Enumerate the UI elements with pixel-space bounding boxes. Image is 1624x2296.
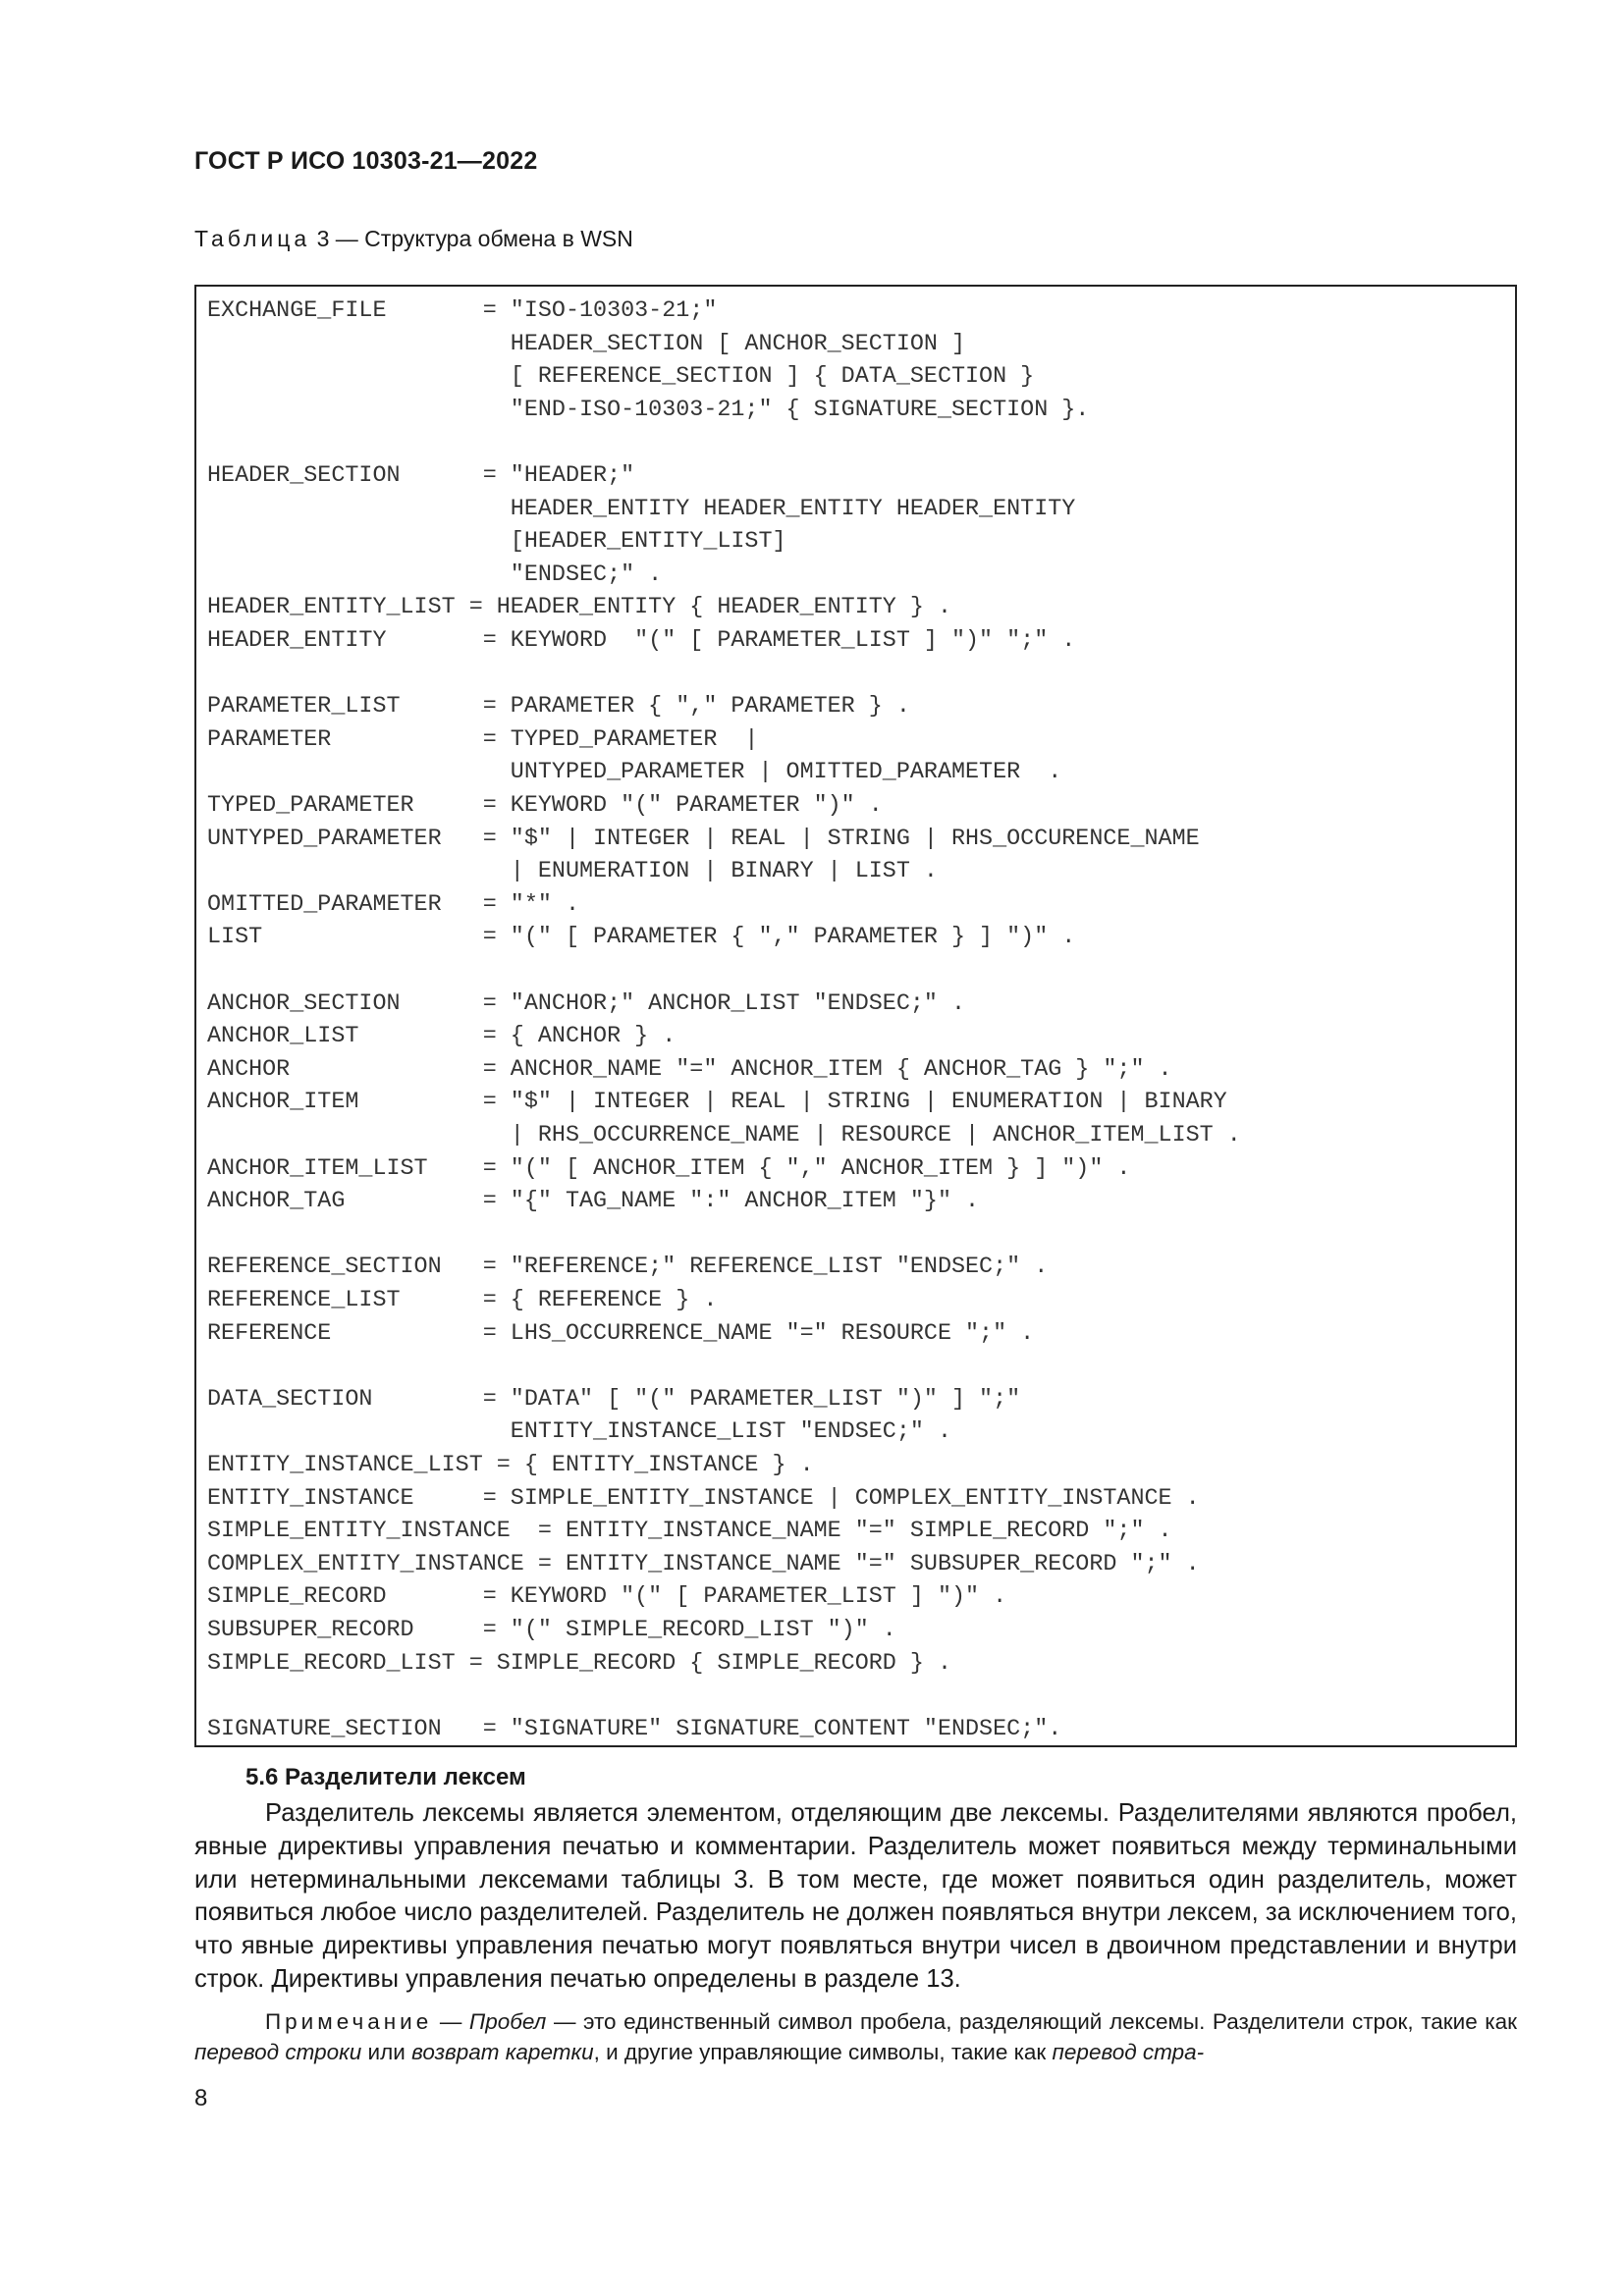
code-line: ENTITY_INSTANCE_LIST "ENDSEC;" . [207,1419,951,1446]
code-line: SIMPLE_RECORD = KEYWORD "(" [ PARAMETER_LIST ] ")" . [207,1584,1007,1611]
note-paragraph [194,2006,1517,2067]
code-line: HEADER_ENTITY = KEYWORD "(" [ PARAMETER_LIST ] ")" ";" . [207,628,1076,654]
table-caption-label: Таблица [194,226,311,251]
code-line: ANCHOR_SECTION = "ANCHOR;" ANCHOR_LIST "ENDSEC;" . [207,990,966,1017]
code-line: UNTYPED_PARAMETER | OMITTED_PARAMETER . [207,760,1062,786]
note-term-carriage-return: возврат каретки [411,2040,594,2064]
code-line: ANCHOR_ITEM = "$" | INTEGER | REAL | STRING | ENUMERATION | BINARY [207,1090,1227,1116]
code-line: | ENUMERATION | BINARY | LIST . [207,859,938,885]
code-line: HEADER_ENTITY HEADER_ENTITY HEADER_ENTITY [207,496,1076,522]
code-line: "ENDSEC;" . [207,561,663,588]
code-line: LIST = "(" [ PARAMETER { "," PARAMETER } ] ")" . [207,925,1076,951]
code-line: [ REFERENCE_SECTION ] { DATA_SECTION } [207,364,1035,391]
code-line: SIMPLE_RECORD_LIST = SIMPLE_RECORD { SIMPLE_RECORD } . [207,1650,951,1677]
table-caption [194,226,633,252]
section-title: 5.6 Разделители лексем [245,1764,526,1790]
note-term-form-feed: перевод стра- [1052,2040,1205,2064]
code-line: HEADER_SECTION [ ANCHOR_SECTION ] [207,331,966,357]
code-line: ENTITY_INSTANCE_LIST = { ENTITY_INSTANCE } . [207,1453,814,1478]
note-text-1: — это единственный символ пробела, разделяющий лексемы. Разделители строк, такие как [546,2009,1517,2034]
code-line: SUBSUPER_RECORD = "(" SIMPLE_RECORD_LIST ")" . [207,1618,896,1643]
note-text-2: или [361,2040,412,2064]
code-line: SIGNATURE_SECTION = "SIGNATURE" SIGNATURE_CONTENT "ENDSEC;". [207,1716,1062,1742]
code-line: OMITTED_PARAMETER = "*" . [207,891,579,918]
code-line: ANCHOR_LIST = { ANCHOR } . [207,1024,677,1050]
note-term-space: Пробел [468,2009,547,2034]
table-caption-title: 3 — Структура обмена в WSN [310,226,633,251]
code-line: HEADER_SECTION = "HEADER;" [207,463,635,489]
code-line: TYPED_PARAMETER = KEYWORD "(" PARAMETER ")" . [207,793,883,819]
note-text-3: , и другие управляющие символы, такие как [593,2040,1053,2064]
code-line: UNTYPED_PARAMETER = "$" | INTEGER | REAL | STRING | RHS_OCCURENCE_NAME [207,826,1200,852]
note-dash: — [432,2009,469,2034]
note-term-line-feed: перевод строки [194,2040,362,2064]
code-line: ANCHOR_ITEM_LIST = "(" [ ANCHOR_ITEM { "," ANCHOR_ITEM } ] ")" . [207,1155,1131,1182]
code-line: EXCHANGE_FILE = "ISO-10303-21;" [207,298,718,324]
code-line: ANCHOR = ANCHOR_NAME "=" ANCHOR_ITEM { ANCHOR_TAG } ";" . [207,1056,1172,1083]
code-line: REFERENCE_LIST = { REFERENCE } . [207,1288,718,1313]
wsn-structure-table [194,285,1517,1747]
code-line: REFERENCE_SECTION = "REFERENCE;" REFERENCE_LIST "ENDSEC;" . [207,1255,1049,1281]
page-number: 8 [194,2085,208,2111]
code-line: REFERENCE = LHS_OCCURRENCE_NAME "=" RESOURCE ";" . [207,1320,1035,1347]
document-header: ГОСТ Р ИСО 10303-21—2022 [194,147,538,175]
code-line: | RHS_OCCURRENCE_NAME | RESOURCE | ANCHOR_ITEM_LIST . [207,1123,1241,1148]
code-line: SIMPLE_ENTITY_INSTANCE = ENTITY_INSTANCE_NAME "=" SIMPLE_RECORD ";" . [207,1519,1172,1545]
code-line: COMPLEX_ENTITY_INSTANCE = ENTITY_INSTANCE_NAME "=" SUBSUPER_RECORD ";" . [207,1551,1200,1577]
code-line: PARAMETER = TYPED_PARAMETER | [207,726,759,753]
code-line: DATA_SECTION = "DATA" [ "(" PARAMETER_LIST ")" ] ";" [207,1386,1021,1413]
code-line: ANCHOR_TAG = "{" TAG_NAME ":" ANCHOR_ITEM "}" . [207,1189,980,1215]
section-paragraph: Разделитель лексемы является элементом, отделяющим две лексемы. Разделителями являются пробел, явные директивы управления печатью и комментарии. Разделитель может появиться между терминальными или нетерминальными лексемами таблицы 3. В том месте, где может появиться один разделитель, может появиться любое число разделителей. Разделитель не должен появляться внутри лексем, за исключением того, что явные директивы управления печатью могут появляться внутри чисел в двоичном представлении и внутри строк. Директивы управления печатью определены в разделе 13. [194,1799,1517,1993]
note-label: Примечание [265,2009,433,2034]
code-line: [HEADER_ENTITY_LIST] [207,529,786,556]
code-line: PARAMETER_LIST = PARAMETER { "," PARAMETER } . [207,694,910,721]
code-line: HEADER_ENTITY_LIST = HEADER_ENTITY { HEADER_ENTITY } . [207,595,951,621]
code-line: ENTITY_INSTANCE = SIMPLE_ENTITY_INSTANCE | COMPLEX_ENTITY_INSTANCE . [207,1485,1200,1512]
code-line: "END-ISO-10303-21;" { SIGNATURE_SECTION }. [207,397,1090,423]
